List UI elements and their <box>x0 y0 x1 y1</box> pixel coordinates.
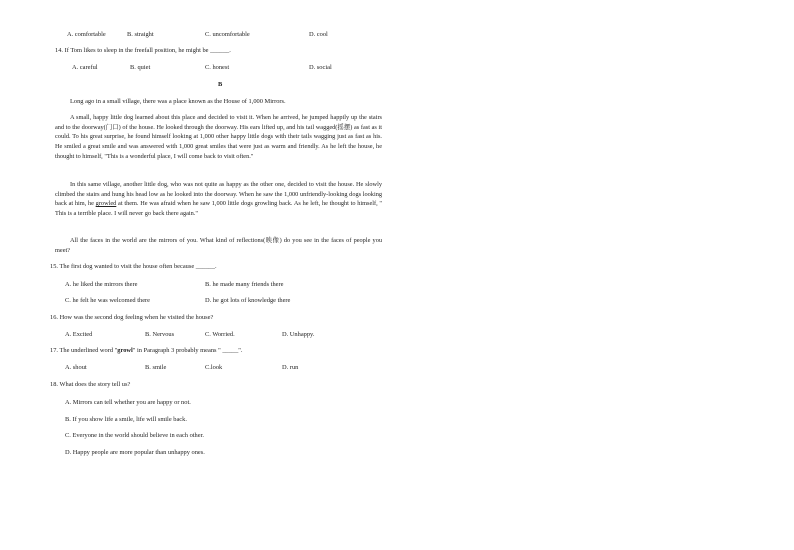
paragraph-3-text-start: In this same village, another little dog, who was not quite as happy as the other one, decided to visit the house. He slowly climbed the stairs and hung his head low as he looked into the doorway. When he saw the 1,000 unfriendly-looking dogs looking back at him, he <box>55 181 382 208</box>
q15-option-c: C. he felt he was welcomed there <box>65 297 150 304</box>
q16-option-d: D. Unhappy. <box>282 331 315 338</box>
q14-option-c: C. honest <box>205 64 230 71</box>
section-b-heading: B <box>218 81 223 88</box>
q14-option-b: B. quiet <box>130 64 151 71</box>
q13-option-b: B. straight <box>127 31 154 38</box>
q17-stem-end: " in Paragraph 3 probably means " _____". <box>132 347 243 354</box>
q17-keyword-growl: growl <box>117 347 133 354</box>
q17-option-c: C.look <box>205 364 223 371</box>
q18-option-d: D. Happy people are more popular than unhappy ones. <box>65 449 205 456</box>
q16-option-c: C. Worried. <box>205 331 235 338</box>
q15-option-a: A. he liked the mirrors there <box>65 281 138 288</box>
q14-option-d: D. social <box>309 64 332 71</box>
q17-stem-start: 17. The underlined word " <box>50 347 118 354</box>
q16-stem: 16. How was the second dog feeling when he visited the house? <box>50 314 214 321</box>
q15-option-d: D. he got lots of knowledge there <box>205 297 291 304</box>
q17-option-d: D. run <box>282 364 299 371</box>
q18-option-a: A. Mirrors can tell whether you are happy or not. <box>65 399 191 406</box>
q13-option-d: D. cool <box>309 31 328 38</box>
q17-option-a: A. shout <box>65 364 87 371</box>
q14-stem: 14. If Tom likes to sleep in the freefall position, he might be ______. <box>55 47 231 54</box>
q16-option-a: A. Excited <box>65 331 93 338</box>
q17-stem <box>50 347 243 355</box>
q13-option-c: C. uncomfortable <box>205 31 250 38</box>
q18-stem: 18. What does the story tell us? <box>50 381 131 388</box>
q14-option-a: A. careful <box>72 64 98 71</box>
q18-option-b: B. If you show life a smile, life will smile back. <box>65 416 187 423</box>
passage-paragraph-4: All the faces in the world are the mirrors of you. What kind of reflections(映像) do you see in the faces of people you meet? <box>55 237 382 254</box>
paragraph-3-text-end: at them. He was afraid when he saw 1,000 little dogs growling back. As he left, he thought to himself, " This is a terrible place. I will never go back there again." <box>55 200 383 218</box>
q17-option-b: B. smile <box>145 364 167 371</box>
passage-paragraph-1: Long ago in a small village, there was a place known as the House of 1,000 Mirrors. <box>70 98 286 105</box>
q15-stem: 15. The first dog wanted to visit the house often because ______. <box>50 263 217 270</box>
q13-option-a: A. comfortable <box>67 31 106 38</box>
q18-option-c: C. Everyone in the world should believe in each other. <box>65 432 204 439</box>
q16-option-b: B. Nervous <box>145 331 175 338</box>
passage-paragraph-3 <box>55 180 382 219</box>
q15-option-b: B. he made many friends there <box>205 281 284 288</box>
underlined-word-growled: growled <box>95 200 117 208</box>
passage-paragraph-2: A small, happy little dog learned about this place and decided to visit it. When he arrived, he jumped happily up the stairs and to the doorway(门口) of the house. He looked through the doorway. His ears lifted up, and his tail wagged(摇摆) as fast as it could. To his great surprise, he found himself looking at 1,000 other happy little dogs with their tails wagging just as fast as his. He smiled a great smile and was answered with 1,000 great smiles that were just as warm and friendly. As he left the house, he thought to himself, "This is a wonderful place, I will come back to visit often." <box>55 114 382 160</box>
